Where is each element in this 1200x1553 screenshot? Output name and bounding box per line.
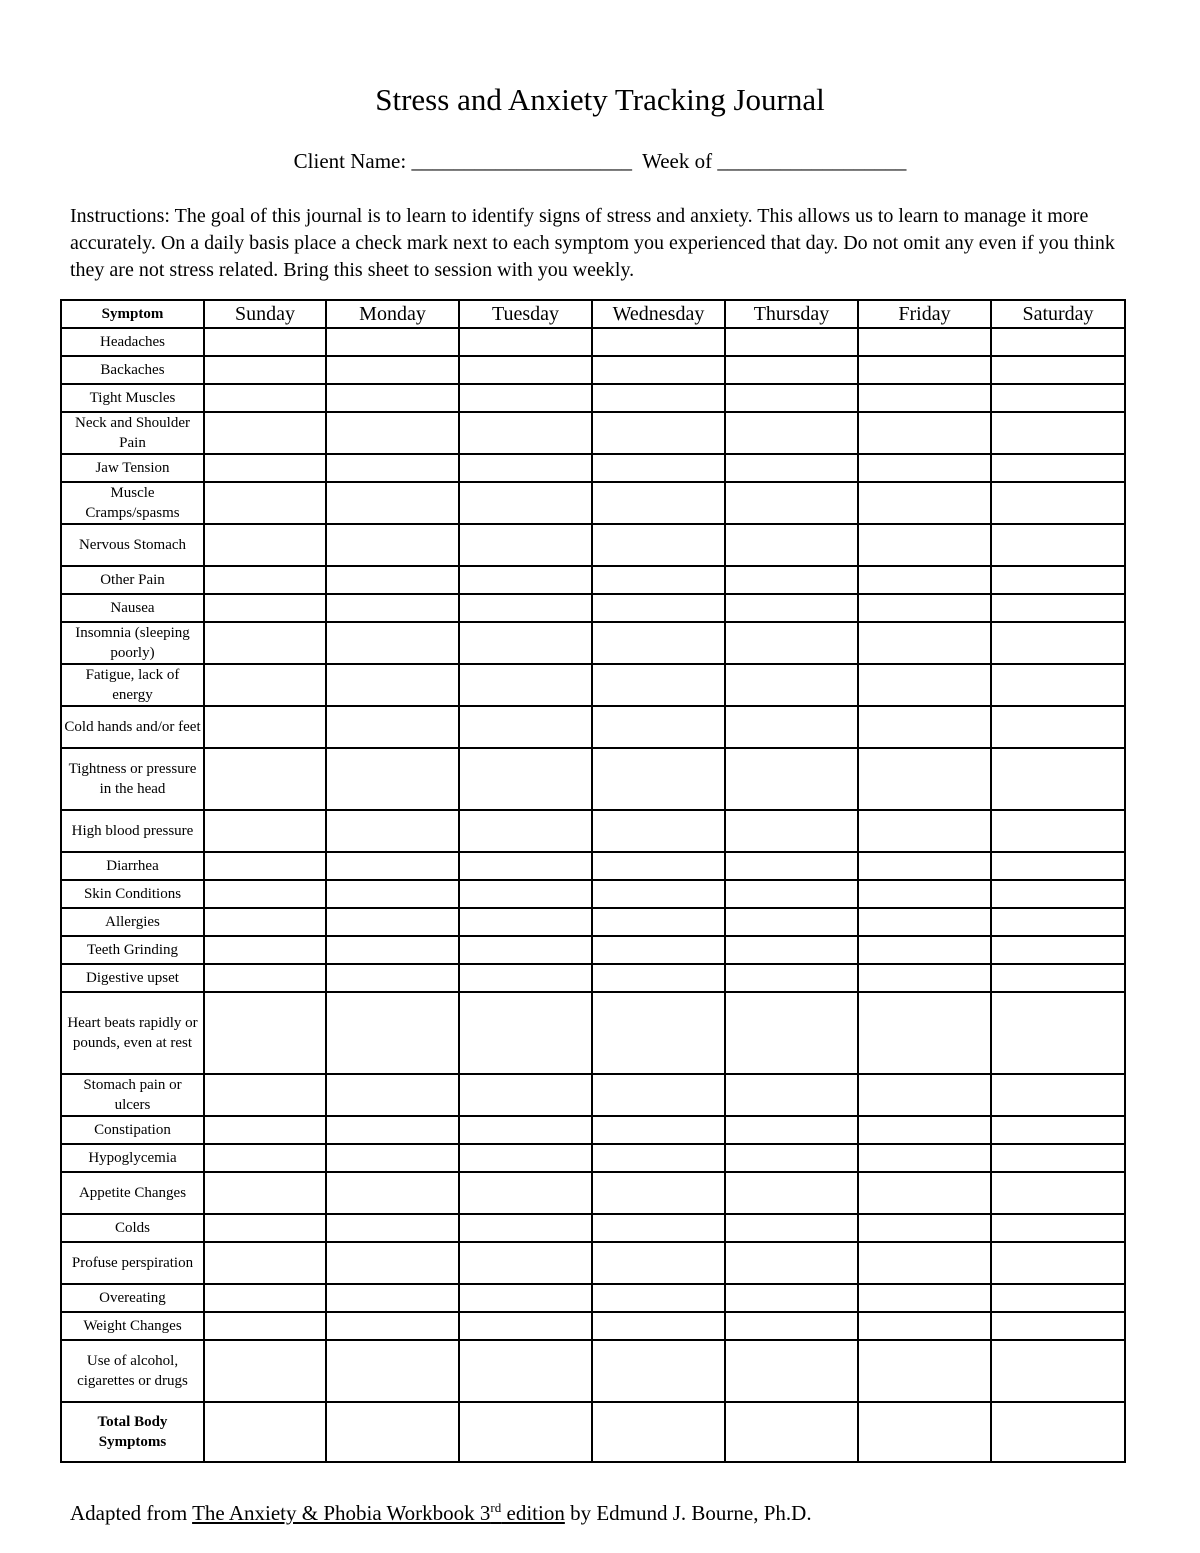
check-cell[interactable] <box>204 1340 326 1402</box>
check-cell[interactable] <box>991 880 1125 908</box>
footer-book-title <box>192 1501 565 1525</box>
check-cell[interactable] <box>725 936 858 964</box>
check-cell[interactable] <box>858 524 991 566</box>
check-cell[interactable] <box>459 622 592 664</box>
check-cell[interactable] <box>858 908 991 936</box>
check-cell[interactable] <box>326 964 459 992</box>
symptom-label: Nausea <box>61 594 204 622</box>
footer-prefix: Adapted from <box>70 1501 193 1525</box>
check-cell[interactable] <box>204 1312 326 1340</box>
check-cell[interactable] <box>991 384 1125 412</box>
check-cell[interactable] <box>592 594 725 622</box>
check-cell[interactable] <box>725 748 858 810</box>
check-cell[interactable] <box>991 1402 1125 1462</box>
symptom-tracking-table <box>60 299 1126 1463</box>
check-cell[interactable] <box>858 566 991 594</box>
check-cell[interactable] <box>592 412 725 454</box>
check-cell[interactable] <box>459 412 592 454</box>
check-cell[interactable] <box>858 454 991 482</box>
table-row <box>61 1284 1125 1312</box>
check-cell[interactable] <box>459 964 592 992</box>
check-cell[interactable] <box>459 936 592 964</box>
check-cell[interactable] <box>459 566 592 594</box>
check-cell[interactable] <box>326 852 459 880</box>
check-cell[interactable] <box>592 1402 725 1462</box>
page-title: Stress and Anxiety Tracking Journal <box>375 82 825 117</box>
check-cell[interactable] <box>725 992 858 1074</box>
check-cell[interactable] <box>858 810 991 852</box>
instructions-text: Instructions: The goal of this journal is to learn to identify signs of stress and anxiety. This allows us to learn to manage it more accurately. On a daily basis place a check mark next to each symptom you experienced that day. Do not omit any even if you think they are not stress related. Bring this sheet to session with you weekly. <box>70 205 1115 281</box>
edition-superscript: rd <box>490 1500 502 1515</box>
check-cell[interactable] <box>204 908 326 936</box>
check-cell[interactable] <box>326 664 459 706</box>
check-cell[interactable] <box>204 356 326 384</box>
check-cell[interactable] <box>991 1172 1125 1214</box>
check-cell[interactable] <box>991 810 1125 852</box>
symptom-label: Fatigue, lack of energy <box>61 664 204 706</box>
check-cell[interactable] <box>204 594 326 622</box>
check-cell[interactable] <box>725 384 858 412</box>
check-cell[interactable] <box>991 664 1125 706</box>
symptom-label: Weight Changes <box>61 1312 204 1340</box>
check-cell[interactable] <box>858 1340 991 1402</box>
check-cell[interactable] <box>991 1074 1125 1116</box>
check-cell[interactable] <box>326 454 459 482</box>
check-cell[interactable] <box>459 1340 592 1402</box>
check-cell[interactable] <box>326 482 459 524</box>
day-header-thursday: Thursday <box>725 300 858 328</box>
check-cell[interactable] <box>858 622 991 664</box>
day-header-wednesday: Wednesday <box>592 300 725 328</box>
check-cell[interactable] <box>858 706 991 748</box>
table-row <box>61 706 1125 748</box>
check-cell[interactable] <box>725 1144 858 1172</box>
check-cell[interactable] <box>204 706 326 748</box>
check-cell[interactable] <box>326 992 459 1074</box>
check-cell[interactable] <box>592 1214 725 1242</box>
check-cell[interactable] <box>991 594 1125 622</box>
check-cell[interactable] <box>326 1402 459 1462</box>
check-cell[interactable] <box>592 810 725 852</box>
symptom-label: Tightness or pressure in the head <box>61 748 204 810</box>
check-cell[interactable] <box>204 1214 326 1242</box>
table-row <box>61 412 1125 454</box>
check-cell[interactable] <box>725 1312 858 1340</box>
check-cell[interactable] <box>459 706 592 748</box>
check-cell[interactable] <box>725 1284 858 1312</box>
table-row <box>61 622 1125 664</box>
symptom-label: High blood pressure <box>61 810 204 852</box>
table-row <box>61 1402 1125 1462</box>
check-cell[interactable] <box>326 936 459 964</box>
check-cell[interactable] <box>326 880 459 908</box>
check-cell[interactable] <box>725 524 858 566</box>
check-cell[interactable] <box>326 1340 459 1402</box>
check-cell[interactable] <box>725 664 858 706</box>
symptom-label: Nervous Stomach <box>61 524 204 566</box>
check-cell[interactable] <box>592 1172 725 1214</box>
check-cell[interactable] <box>858 964 991 992</box>
check-cell[interactable] <box>991 1116 1125 1144</box>
table-row <box>61 328 1125 356</box>
check-cell[interactable] <box>204 482 326 524</box>
check-cell[interactable] <box>459 852 592 880</box>
check-cell[interactable] <box>991 454 1125 482</box>
check-cell[interactable] <box>858 1284 991 1312</box>
check-cell[interactable] <box>204 1284 326 1312</box>
table-row <box>61 1116 1125 1144</box>
check-cell[interactable] <box>326 706 459 748</box>
check-cell[interactable] <box>725 1402 858 1462</box>
table-row <box>61 566 1125 594</box>
symptom-label: Backaches <box>61 356 204 384</box>
check-cell[interactable] <box>725 706 858 748</box>
check-cell[interactable] <box>858 1242 991 1284</box>
check-cell[interactable] <box>858 594 991 622</box>
edition-text: edition <box>501 1501 565 1525</box>
table-row <box>61 992 1125 1074</box>
symptom-column-header: Symptom <box>61 300 204 328</box>
check-cell[interactable] <box>991 1144 1125 1172</box>
check-cell[interactable] <box>326 384 459 412</box>
check-cell[interactable] <box>204 412 326 454</box>
check-cell[interactable] <box>592 1284 725 1312</box>
check-cell[interactable] <box>725 1116 858 1144</box>
symptom-label: Neck and Shoulder Pain <box>61 412 204 454</box>
check-cell[interactable] <box>459 1172 592 1214</box>
check-cell[interactable] <box>459 1074 592 1116</box>
check-cell[interactable] <box>725 328 858 356</box>
check-cell[interactable] <box>991 964 1125 992</box>
check-cell[interactable] <box>725 880 858 908</box>
check-cell[interactable] <box>725 454 858 482</box>
check-cell[interactable] <box>991 356 1125 384</box>
check-cell[interactable] <box>725 1172 858 1214</box>
check-cell[interactable] <box>204 1402 326 1462</box>
symptom-label: Total Body Symptoms <box>61 1402 204 1462</box>
check-cell[interactable] <box>204 1144 326 1172</box>
table-row <box>61 880 1125 908</box>
symptom-label: Diarrhea <box>61 852 204 880</box>
table-row <box>61 664 1125 706</box>
day-header-saturday: Saturday <box>991 300 1125 328</box>
symptom-label: Stomach pain or ulcers <box>61 1074 204 1116</box>
check-cell[interactable] <box>592 1242 725 1284</box>
check-cell[interactable] <box>204 810 326 852</box>
check-cell[interactable] <box>326 1242 459 1284</box>
footer-citation <box>70 1500 812 1526</box>
check-cell[interactable] <box>991 852 1125 880</box>
check-cell[interactable] <box>725 1214 858 1242</box>
check-cell[interactable] <box>592 356 725 384</box>
symptom-table-body <box>61 328 1125 1462</box>
symptom-label: Teeth Grinding <box>61 936 204 964</box>
table-row <box>61 1214 1125 1242</box>
check-cell[interactable] <box>326 328 459 356</box>
check-cell[interactable] <box>725 852 858 880</box>
check-cell[interactable] <box>326 594 459 622</box>
check-cell[interactable] <box>592 384 725 412</box>
check-cell[interactable] <box>858 880 991 908</box>
symptom-label: Tight Muscles <box>61 384 204 412</box>
check-cell[interactable] <box>858 748 991 810</box>
check-cell[interactable] <box>858 412 991 454</box>
check-cell[interactable] <box>459 1116 592 1144</box>
day-header-sunday: Sunday <box>204 300 326 328</box>
table-row <box>61 356 1125 384</box>
check-cell[interactable] <box>459 524 592 566</box>
check-cell[interactable] <box>592 964 725 992</box>
day-header-friday: Friday <box>858 300 991 328</box>
symptom-label: Overeating <box>61 1284 204 1312</box>
check-cell[interactable] <box>592 1312 725 1340</box>
check-cell[interactable] <box>326 1214 459 1242</box>
check-cell[interactable] <box>991 908 1125 936</box>
check-cell[interactable] <box>204 936 326 964</box>
check-cell[interactable] <box>459 454 592 482</box>
check-cell[interactable] <box>991 1242 1125 1284</box>
check-cell[interactable] <box>858 328 991 356</box>
check-cell[interactable] <box>858 1144 991 1172</box>
symptom-label: Other Pain <box>61 566 204 594</box>
check-cell[interactable] <box>326 412 459 454</box>
table-row <box>61 1144 1125 1172</box>
check-cell[interactable] <box>592 748 725 810</box>
table-row <box>61 454 1125 482</box>
check-cell[interactable] <box>204 1172 326 1214</box>
symptom-label: Heart beats rapidly or pounds, even at rest <box>61 992 204 1074</box>
check-cell[interactable] <box>858 1074 991 1116</box>
check-cell[interactable] <box>204 384 326 412</box>
check-cell[interactable] <box>858 936 991 964</box>
check-cell[interactable] <box>858 384 991 412</box>
check-cell[interactable] <box>725 1340 858 1402</box>
table-header-row <box>61 300 1125 328</box>
symptom-label: Digestive upset <box>61 964 204 992</box>
check-cell[interactable] <box>326 566 459 594</box>
check-cell[interactable] <box>725 1242 858 1284</box>
check-cell[interactable] <box>725 622 858 664</box>
check-cell[interactable] <box>459 1242 592 1284</box>
footer-suffix: by Edmund J. Bourne, Ph.D. <box>564 1501 812 1525</box>
check-cell[interactable] <box>858 1312 991 1340</box>
check-cell[interactable] <box>858 356 991 384</box>
check-cell[interactable] <box>204 748 326 810</box>
symptom-label: Insomnia (sleeping poorly) <box>61 622 204 664</box>
check-cell[interactable] <box>592 524 725 566</box>
check-cell[interactable] <box>326 1312 459 1340</box>
symptom-label: Appetite Changes <box>61 1172 204 1214</box>
check-cell[interactable] <box>459 328 592 356</box>
symptom-label: Allergies <box>61 908 204 936</box>
check-cell[interactable] <box>326 1144 459 1172</box>
check-cell[interactable] <box>991 706 1125 748</box>
check-cell[interactable] <box>204 664 326 706</box>
table-row <box>61 1242 1125 1284</box>
symptom-label: Profuse perspiration <box>61 1242 204 1284</box>
table-row <box>61 748 1125 810</box>
check-cell[interactable] <box>459 810 592 852</box>
check-cell[interactable] <box>204 992 326 1074</box>
check-cell[interactable] <box>991 748 1125 810</box>
table-row <box>61 384 1125 412</box>
symptom-label: Constipation <box>61 1116 204 1144</box>
check-cell[interactable] <box>326 1284 459 1312</box>
check-cell[interactable] <box>459 594 592 622</box>
check-cell[interactable] <box>459 992 592 1074</box>
check-cell[interactable] <box>592 622 725 664</box>
check-cell[interactable] <box>858 664 991 706</box>
check-cell[interactable] <box>326 908 459 936</box>
check-cell[interactable] <box>725 412 858 454</box>
check-cell[interactable] <box>204 566 326 594</box>
day-header-monday: Monday <box>326 300 459 328</box>
check-cell[interactable] <box>725 1074 858 1116</box>
check-cell[interactable] <box>858 852 991 880</box>
check-cell[interactable] <box>459 1214 592 1242</box>
check-cell[interactable] <box>326 356 459 384</box>
table-row <box>61 852 1125 880</box>
check-cell[interactable] <box>592 664 725 706</box>
check-cell[interactable] <box>991 992 1125 1074</box>
check-cell[interactable] <box>991 1312 1125 1340</box>
check-cell[interactable] <box>459 664 592 706</box>
check-cell[interactable] <box>204 1074 326 1116</box>
day-header-tuesday: Tuesday <box>459 300 592 328</box>
symptom-label: Skin Conditions <box>61 880 204 908</box>
check-cell[interactable] <box>991 936 1125 964</box>
check-cell[interactable] <box>326 1074 459 1116</box>
check-cell[interactable] <box>459 1402 592 1462</box>
check-cell[interactable] <box>991 482 1125 524</box>
table-row <box>61 936 1125 964</box>
check-cell[interactable] <box>326 1172 459 1214</box>
symptom-label: Cold hands and/or feet <box>61 706 204 748</box>
check-cell[interactable] <box>592 454 725 482</box>
check-cell[interactable] <box>858 1172 991 1214</box>
check-cell[interactable] <box>725 356 858 384</box>
check-cell[interactable] <box>204 454 326 482</box>
check-cell[interactable] <box>592 936 725 964</box>
table-row <box>61 1340 1125 1402</box>
check-cell[interactable] <box>725 566 858 594</box>
check-cell[interactable] <box>592 328 725 356</box>
check-cell[interactable] <box>858 1402 991 1462</box>
check-cell[interactable] <box>725 594 858 622</box>
check-cell[interactable] <box>725 964 858 992</box>
check-cell[interactable] <box>592 1074 725 1116</box>
check-cell[interactable] <box>725 482 858 524</box>
table-row <box>61 908 1125 936</box>
check-cell[interactable] <box>204 880 326 908</box>
table-row <box>61 594 1125 622</box>
book-title-text: The Anxiety & Phobia Workbook 3 <box>192 1501 491 1525</box>
check-cell[interactable] <box>592 880 725 908</box>
check-cell[interactable] <box>858 1214 991 1242</box>
symptom-label: Jaw Tension <box>61 454 204 482</box>
check-cell[interactable] <box>459 356 592 384</box>
check-cell[interactable] <box>592 908 725 936</box>
check-cell[interactable] <box>858 482 991 524</box>
symptom-label: Use of alcohol, cigarettes or drugs <box>61 1340 204 1402</box>
check-cell[interactable] <box>991 412 1125 454</box>
check-cell[interactable] <box>204 1116 326 1144</box>
check-cell[interactable] <box>592 992 725 1074</box>
symptom-label: Muscle Cramps/spasms <box>61 482 204 524</box>
check-cell[interactable] <box>459 482 592 524</box>
check-cell[interactable] <box>592 852 725 880</box>
check-cell[interactable] <box>592 1340 725 1402</box>
check-cell[interactable] <box>204 852 326 880</box>
check-cell[interactable] <box>459 880 592 908</box>
symptom-label: Headaches <box>61 328 204 356</box>
table-row <box>61 1312 1125 1340</box>
check-cell[interactable] <box>459 1312 592 1340</box>
check-cell[interactable] <box>725 908 858 936</box>
check-cell[interactable] <box>991 1214 1125 1242</box>
check-cell[interactable] <box>592 482 725 524</box>
check-cell[interactable] <box>858 1116 991 1144</box>
check-cell[interactable] <box>204 328 326 356</box>
check-cell[interactable] <box>326 1116 459 1144</box>
table-row <box>61 810 1125 852</box>
table-row <box>61 482 1125 524</box>
check-cell[interactable] <box>459 384 592 412</box>
check-cell[interactable] <box>326 748 459 810</box>
check-cell[interactable] <box>326 524 459 566</box>
table-row <box>61 964 1125 992</box>
symptom-label: Hypoglycemia <box>61 1144 204 1172</box>
check-cell[interactable] <box>326 622 459 664</box>
table-row <box>61 1172 1125 1214</box>
symptom-label: Colds <box>61 1214 204 1242</box>
table-row <box>61 1074 1125 1116</box>
check-cell[interactable] <box>991 328 1125 356</box>
check-cell[interactable] <box>991 566 1125 594</box>
check-cell[interactable] <box>592 566 725 594</box>
check-cell[interactable] <box>991 1284 1125 1312</box>
check-cell[interactable] <box>592 706 725 748</box>
table-row <box>61 524 1125 566</box>
check-cell[interactable] <box>459 748 592 810</box>
check-cell[interactable] <box>725 810 858 852</box>
check-cell[interactable] <box>592 1116 725 1144</box>
check-cell[interactable] <box>204 622 326 664</box>
check-cell[interactable] <box>204 1242 326 1284</box>
check-cell[interactable] <box>991 1340 1125 1402</box>
check-cell[interactable] <box>459 1144 592 1172</box>
check-cell[interactable] <box>459 1284 592 1312</box>
check-cell[interactable] <box>991 622 1125 664</box>
client-name-week-line: Client Name: _____________________ Week of __________________ <box>293 149 907 173</box>
check-cell[interactable] <box>204 964 326 992</box>
check-cell[interactable] <box>858 992 991 1074</box>
check-cell[interactable] <box>459 908 592 936</box>
check-cell[interactable] <box>991 524 1125 566</box>
check-cell[interactable] <box>204 524 326 566</box>
check-cell[interactable] <box>326 810 459 852</box>
check-cell[interactable] <box>592 1144 725 1172</box>
